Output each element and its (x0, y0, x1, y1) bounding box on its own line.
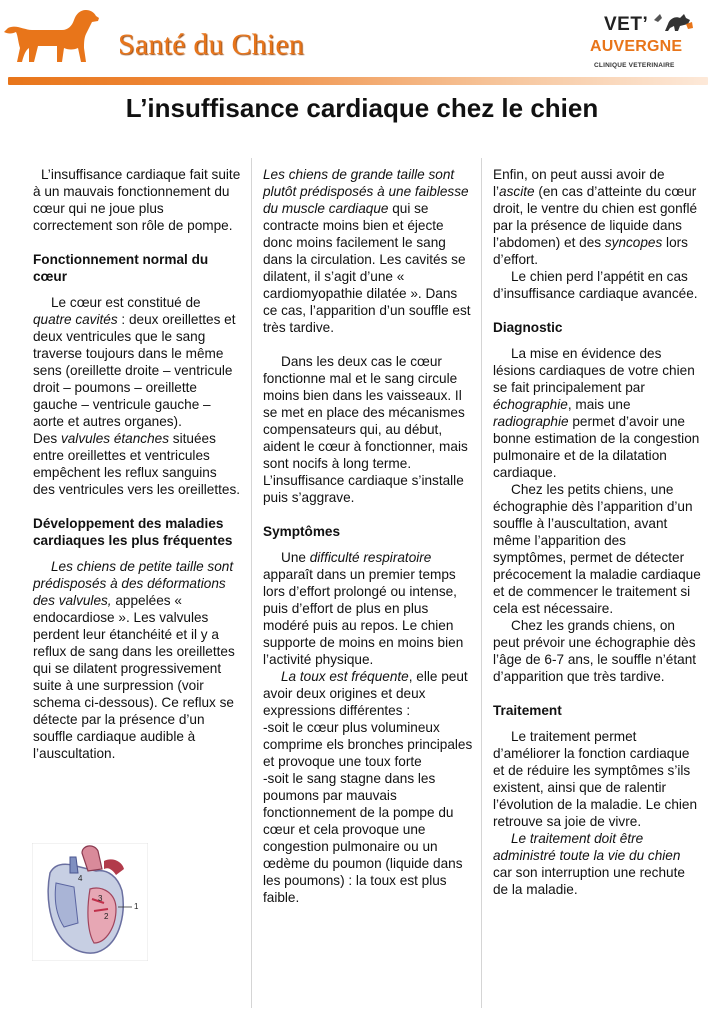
column-3 (493, 166, 703, 898)
paragraph: Le cœur est constitué de quatre cavités : deux oreillettes et deux ventricules que le sang traverse toujours dans le même sens (oreillette droite – ventricule droit – poumons – oreillette gauche – ventricule gauche – aorte et autres organes). (33, 295, 236, 429)
paragraph: L’insuffisance cardiaque fait suite à un mauvais fonctionnement du cœur qui ne joue plus correctement son rôle de pompe. (33, 167, 241, 233)
paragraph: La toux est fréquente, elle peut avoir deux origines et deux expressions différentes : (263, 669, 468, 718)
section-heading: Diagnostic (493, 320, 563, 335)
heart-diagram (32, 843, 148, 961)
paragraph: Des valvules étanches situées entre oreillettes et ventricules empêchent les reflux sanguins des ventricules vers les oreillettes. (33, 431, 241, 497)
section-heading: Fonctionnement normal du cœur (33, 252, 209, 284)
page-header (0, 0, 724, 92)
section-heading: Traitement (493, 703, 562, 718)
paragraph: Les chiens de petite taille sont prédisposés à des déformations des valvules, appelées « endocardiose ». Les valvules perdent leur étanchéité et il y a reflux de sang dans les oreillettes qui se dilatent progressivement suite à une surpression (voir schema ci-dessous). Ce reflux se détecte par la présence d’un souffle cardiaque audible à l’auscultation. (33, 559, 235, 761)
column-2 (263, 166, 473, 906)
paragraph: Enfin, on peut aussi avoir de l’ascite (en cas d’atteinte du cœur droit, le ventre du chien est gonflé par la présence de liquide dans l’abdomen) et des syncopes lors d’effort. (493, 167, 698, 267)
paragraph: Dans les deux cas le cœur fonctionne mal et le sang circule moins bien dans les vaisseaux. Il se met en place des mécanismes compensateurs qui, au début, aident le cœur à fonctionner, mais sont nocifs à long terme. L’insuffisance cardiaque s’installe puis s’aggrave. (263, 354, 468, 505)
brand-title: Santé du Chien (118, 28, 305, 61)
diagram-label: 3 (98, 894, 103, 903)
paragraph: Chez les petits chiens, une échographie dès l’apparition d’un souffle à l’auscultation, avant même l’apparition des symptômes, permet de détecter précocement la maladie cardiaque et de commencer le traitement si cela est nécessaire. (493, 482, 701, 616)
section-heading: Développement des maladies cardiaques les plus fréquentes (33, 516, 233, 548)
diagram-label: 2 (104, 912, 109, 921)
paragraph: -soit le cœur plus volumineux comprime els bronches principales et provoque une toux forte (263, 720, 473, 769)
paragraph: Les chiens de grande taille sont plutôt prédisposés à une faiblesse du muscle cardiaque qui se contracte moins bien et éjecte donc moins facilement le sang dans la circulation. Les cavités se dilatent, il s’agit d’une « cardiomyopathie dilatée ». Dans ce cas, l’apparition d’un souffle est très tardive. (263, 167, 471, 335)
column-divider (251, 158, 252, 1008)
logo-line2: AUVERGNE (590, 38, 683, 55)
section-heading: Symptômes (263, 524, 341, 539)
column-1 (33, 166, 242, 762)
page-title: L’insuffisance cardiaque chez le chien (125, 93, 599, 123)
header-rule (8, 77, 708, 85)
paragraph: Une difficulté respiratoire apparaît dans un premier temps lors d’effort prolongé ou intense, puis d’effort de plus en plus modéré puis au repos. Le chien supporte de moins en moins bien l’activité physique. (263, 550, 464, 667)
paragraph: Le traitement doit être administré toute la vie du chien car son interruption une rechute de la maladie. (493, 831, 685, 897)
dog-logo-icon (2, 4, 100, 66)
paragraph: Chez les grands chiens, on peut prévoir une échographie dès l’âge de 6-7 ans, le souffle n’étant d’apparition que très tardive. (493, 618, 697, 684)
logo-line1: VET’ (604, 14, 649, 35)
paragraph: -soit le sang stagne dans les poumons par mauvais fonctionnement de la pompe du cœur et cela provoque une congestion pulmonaire ou un œdème du poumon (liquide dans les poumons) : la toux est plus faible. (263, 771, 463, 905)
logo-line3: CLINIQUE VETERINAIRE (594, 62, 675, 69)
clinic-logo (588, 8, 700, 74)
diagram-label: 1 (134, 902, 139, 911)
paragraph: Le chien perd l’appétit en cas d’insuffisance cardiaque avancée. (493, 269, 698, 301)
diagram-label: 4 (78, 874, 83, 883)
animals-icon (650, 10, 694, 32)
paragraph: La mise en évidence des lésions cardiaques de votre chien se fait principalement par échographie, mais une radiographie permet d’avoir une bonne estimation de la congestion pulmonaire et de la dilatation cardiaque. (493, 346, 700, 480)
column-divider (481, 158, 482, 1008)
paragraph: Le traitement permet d’améliorer la fonction cardiaque et de réduire les symptômes s’ils existent, ainsi que de ralentir l’évolution de la maladie. Le chien retrouve sa joie de vivre. (493, 729, 698, 829)
